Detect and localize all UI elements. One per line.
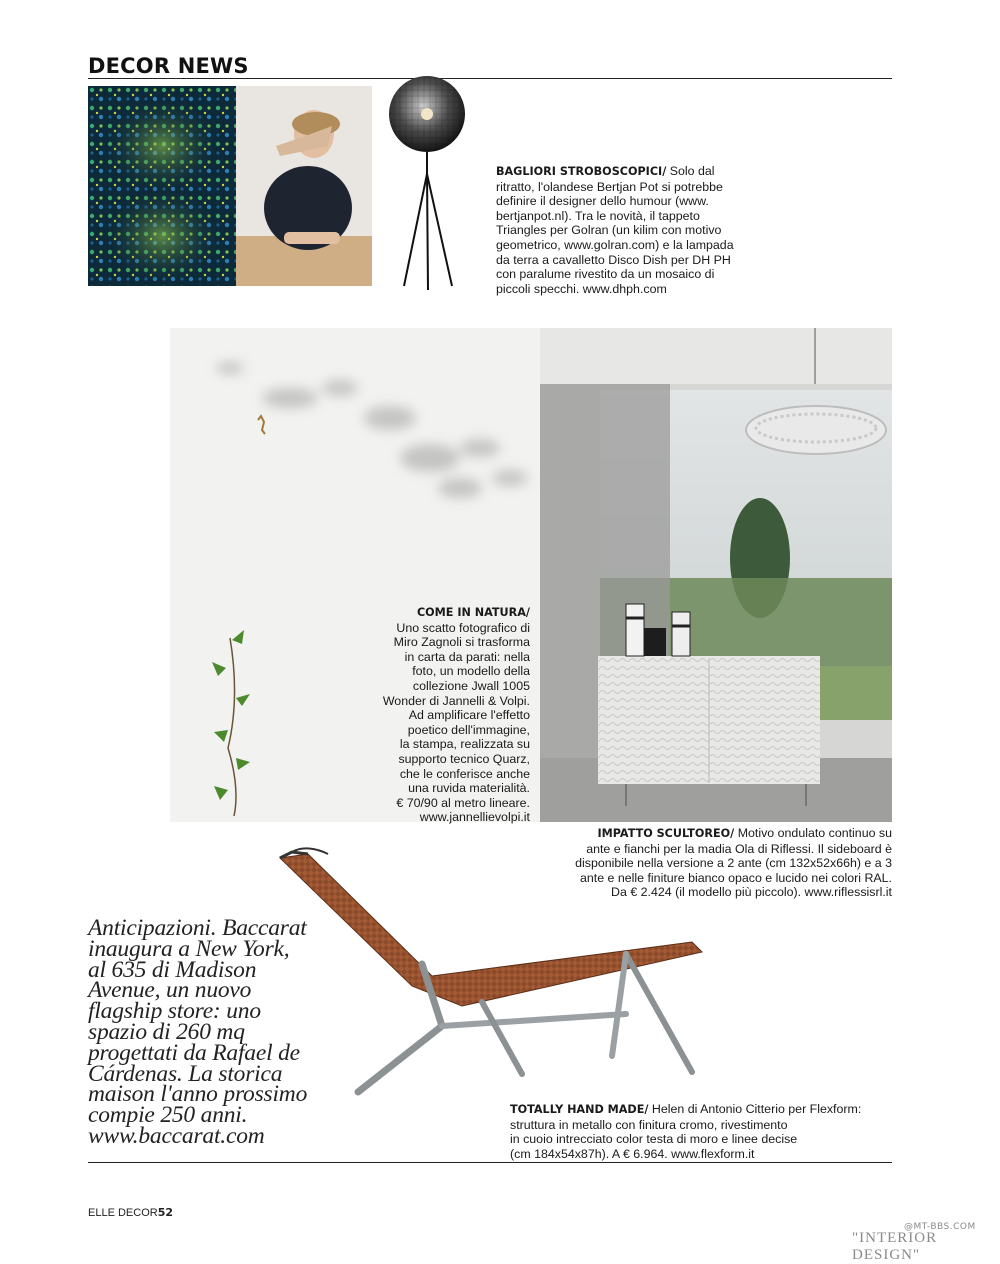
folio-brand: ELLE DECOR: [88, 1207, 158, 1219]
chaise-longue-image: [272, 846, 712, 1096]
header-rule: [88, 78, 892, 79]
quote-line: www.baccarat.com: [88, 1122, 265, 1149]
caption-line: (cm 184x54x87h). A € 6.964. www.flexform.it: [510, 1146, 755, 1161]
caption-line: www.jannellievolpi.it: [419, 810, 530, 825]
caption-line: con paralume rivestito da un mosaico di: [496, 267, 715, 282]
caption-line: Motivo ondulato continuo su: [737, 826, 892, 840]
watermark-label: "INTERIOR DESIGN": [852, 1230, 938, 1263]
quote-line: inaugura a New York,: [88, 935, 290, 962]
quote-line: Avenue, un nuovo: [88, 977, 252, 1004]
footer-rule: [88, 1162, 892, 1163]
caption-line: Da € 2.424 (il modello più piccolo). www.riflessisrl.it: [611, 885, 892, 900]
quote-line: spazio di 260 mq: [88, 1018, 245, 1045]
watermark-site: @MT-BBS.COM: [904, 1222, 976, 1232]
caption-line: Triangles per Golran (un kilim con motivo: [496, 223, 722, 238]
baccarat-quote: [88, 915, 338, 1149]
caption-line: bertjanpot.nl). Tra le novità, il tappeto: [496, 208, 700, 223]
quote-line: maison l'anno prossimo: [88, 1081, 308, 1108]
caption-line: struttura in metallo con finitura cromo, rivestimento: [510, 1117, 788, 1132]
caption-line: da terra a cavalletto Disco Dish per DH PH: [496, 252, 731, 267]
quote-line: compie 250 anni.: [88, 1102, 248, 1129]
caption-line: Uno scatto fotografico di: [396, 620, 530, 635]
caption-line: in cuoio intrecciato color testa di moro e linee decise: [510, 1132, 798, 1147]
disco-dish-lamp-image: [382, 66, 472, 292]
caption-line: Wonder di Jannelli & Volpi.: [382, 693, 530, 708]
caption-line: la stampa, realizzata su: [399, 737, 530, 752]
caption-line: in carta da parati: nella: [404, 649, 530, 664]
caption-line: Solo dal: [669, 164, 715, 178]
caption-line: supporto tecnico Quarz,: [398, 751, 530, 766]
section-title: DECOR NEWS: [88, 54, 249, 78]
caption-line: geometrico, www.golran.com) e la lampada: [496, 237, 734, 252]
caption-line: poetico dell'immagine,: [407, 722, 530, 737]
caption-line: foto, un modello della: [412, 664, 530, 679]
caption-line: Helen di Antonio Citterio per Flexform:: [651, 1102, 862, 1116]
caption-line: definire il designer dello humour (www.: [496, 194, 709, 209]
caption-bagliori: [496, 164, 796, 296]
caption-line: € 70/90 al metro lineare.: [396, 795, 530, 810]
caption-line: disponibile nella versione a 2 ante (cm 132x52x66h) e a 3: [575, 856, 892, 871]
caption-line: Miro Zagnoli si trasforma: [393, 635, 530, 650]
quote-line: progettati da Rafael de: [88, 1039, 300, 1066]
caption-head: COME IN NATURA/: [416, 606, 530, 619]
caption-head: IMPATTO SCULTOREO/: [597, 827, 735, 840]
caption-line: Ad amplificare l'effetto: [408, 708, 530, 723]
rug-image: [88, 86, 236, 286]
caption-line: ante e fianchi per la madia Ola di Riflessi. Il sideboard è: [586, 841, 892, 856]
caption-line: piccoli specchi. www.dhph.com: [496, 281, 667, 296]
caption-line: una ruvida materialità.: [408, 781, 530, 796]
caption-line: collezione Jwall 1005: [412, 678, 530, 693]
quote-line: flagship store: uno: [88, 998, 261, 1025]
caption-totally-hand-made: [510, 1102, 900, 1161]
caption-head: BAGLIORI STROBOSCOPICI/: [496, 165, 667, 178]
caption-line: ritratto, l'olandese Bertjan Pot si potrebbe: [496, 179, 723, 194]
quote-line: al 635 di Madison: [88, 956, 257, 983]
caption-line: ante e nelle finiture bianco opaco e lucido nei colori RAL.: [579, 870, 892, 885]
caption-head: TOTALLY HAND MADE/: [510, 1103, 649, 1116]
designer-portrait-image: [236, 86, 372, 286]
caption-line: che le conferisce anche: [399, 766, 530, 781]
quote-line: Cárdenas. La storica: [88, 1060, 283, 1087]
sideboard-interior-image: [540, 328, 892, 822]
page-folio: [88, 1206, 173, 1219]
folio-page-number: 52: [157, 1206, 174, 1219]
caption-come-in-natura: [330, 606, 530, 825]
quote-line: Anticipazioni. Baccarat: [88, 915, 307, 941]
